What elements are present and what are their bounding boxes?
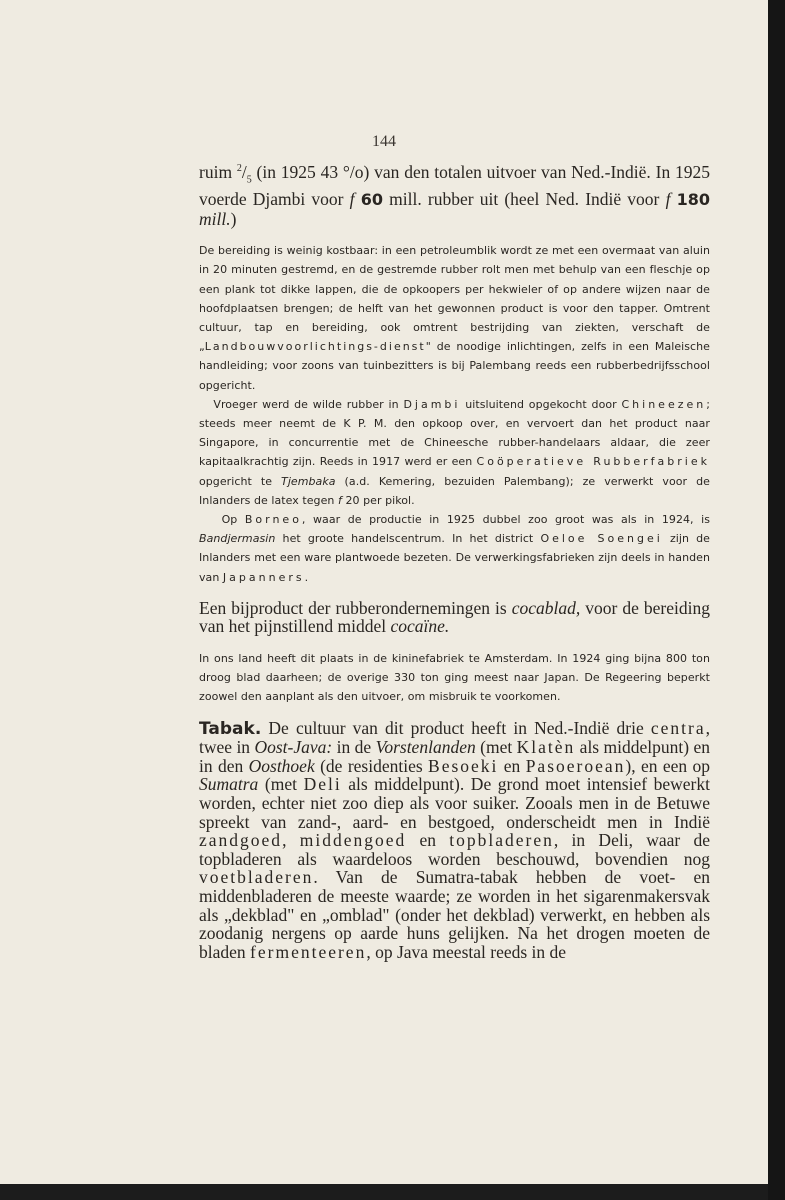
- paragraph-kininefabriek: In ons land heeft dit plaats in de kininefabriek te Amsterdam. In 1924 ging bijna 800 ton droog blad daarheen; de overige 330 ton ging meest naar Japan. De Regeering beperkt zoowel den aanplant als den uitvoer, om misbruik te voorkomen.: [199, 651, 710, 704]
- paragraph-tabak: Tabak. De cultuur van dit product heeft in Ned.-Indië drie centra, twee in Oost-Java: in de Vorstenlanden (met Klatèn als middelpunt) en in den Oosthoek (de residenties Besoeki en Pasoeroean), en een op Sumatra (met Deli als middelpunt). De grond moet intensief bewerkt worden, echter niet zoo diep als voor suiker. Zooals men in de Betuwe spreekt van zand-, aard- en bestgoed, onderscheidt men in Indië zandgoed, middengoed en topbladeren, in Deli, waar de topbladeren als waardeloos worden beschouwd, bovendien nog voetbladeren. Van de Sumatra-tabak hebben de voet- en middenbladeren de meeste waarde; ze worden in het sigarenmakersvak als „dekblad" en „omblad" (onder het dekblad) verwerkt, en hebben als zoodanig nergens op aarde huns gelijken. Na het drogen moeten de bladen fermenteeren, op Java meestal reeds in de: [199, 717, 710, 962]
- paragraph-rubber-export: ruim $^2/_5$ (in 1925 43 °/o) van den totalen uitvoer van Ned.-Indië. In 1925 voerde Djambi voor f 60 mill. rubber uit (heel Ned. Indië voor f 180 mill.): [199, 161, 711, 229]
- page-content: [199, 160, 710, 961]
- paragraph-borneo: Op Borneo, waar de productie in 1925 dubbel zoo groot was als in 1924, is Bandjermasin het groote handelscentrum. In het district Oeloe Soengei zijn de Inlanders met een ware plantwoede bezeten. De verwerkingsfabrieken zijn deels in handen van Japanners.: [199, 512, 710, 584]
- page-number: 144: [372, 133, 396, 150]
- section-heading-tabak: Tabak.: [199, 718, 262, 739]
- paragraph-rubber-preparation: De bereiding is weinig kostbaar: in een petroleumblik wordt ze met een overmaat van aluin in 20 minuten gestremd, en de gestremde rubber rolt men met behulp van een fleschje op een plank tot dikke lappen, die de opkoopers per hekwieler of op andere wijzen naar de hoofdplaatsen brengen; de helft van het gewonnen product is voor den tapper. Omtrent cultuur, tap en bereiding, ook omtrent bestrijding van ziekten, verschaft de „Landbouwvoorlichtings-dienst" de noodige inlichtingen, zelfs in een Maleische handleiding; voor zoons van tuinbezitters is bij Palembang reeds een rubberbedrijfsschool opgericht.: [199, 244, 710, 392]
- paragraph-djambi: Vroeger werd de wilde rubber in Djambi uitsluitend opgekocht door Chineezen; steeds meer neemt de K P. M. den opkoop over, en vervoert dan het product naar Singapore, in concurrentie met de Chineesche rubber-handelaars aldaar, die zeer kapitaalkrachtig zijn. Reeds in 1917 werd er een Coöperatieve Rubberfabriek opgericht te Tjembaka (a.d. Kemering, bezuiden Palembang); ze verwerkt voor de Inlanders de latex tegen f 20 per pikol.: [199, 397, 710, 507]
- paragraph-cocablad: Een bijproduct der rubberondernemingen is cocablad, voor de bereiding van het pijnstillend middel cocaïne.: [199, 597, 710, 637]
- book-spine-shadow: [768, 0, 785, 1200]
